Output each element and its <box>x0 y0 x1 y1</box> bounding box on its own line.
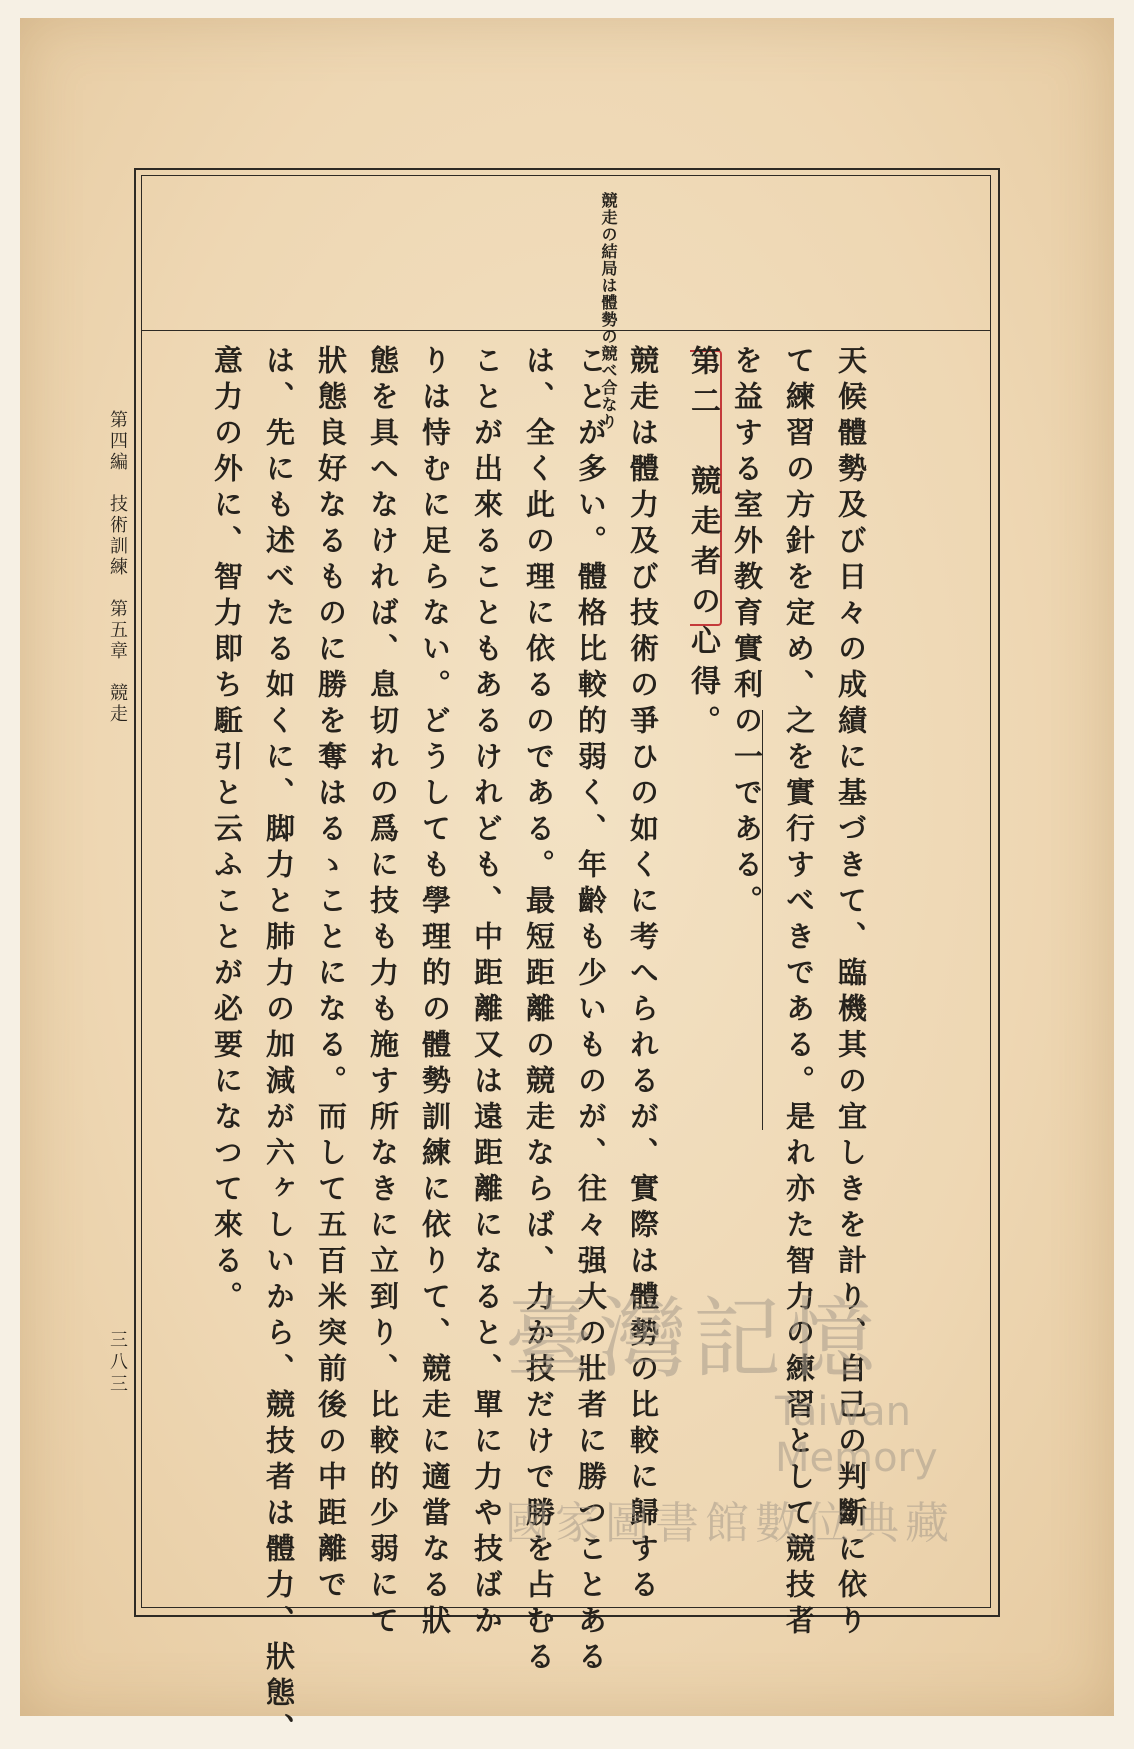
body-column: は、先にも述べたる如くに、脚力と肺力の加減が六ヶしいから、競技者は體力、狀態、 <box>262 345 296 1749</box>
watermark <box>505 1287 1065 1575</box>
body-column: 狀態良好なるものに勝を奪はるゝことになる。而して五百米突前後の中距離で <box>314 345 348 1605</box>
body-column: て練習の方針を定め、之を實行すべきである。是れ亦た智力の練習として競技者 <box>782 345 816 1641</box>
body-column: ことが多い。體格比較的弱く、年齡も少いものが、往々强大の壯者に勝つことある <box>574 345 608 1677</box>
body-column: を益する室外教育實利の一である。 <box>730 345 764 921</box>
body-column: は、全く此の理に依るのである。最短距離の競走ならば、力か技だけで勝を占むる <box>522 345 556 1677</box>
section-heading: 第二 競走者の心得。 <box>685 345 720 745</box>
body-column: 意力の外に、智力即ち駈引と云ふことが必要になつて來る。 <box>210 345 244 1317</box>
margin-note: 競走の結局は體勢の競べ合なり <box>599 192 618 430</box>
watermark-chinese: 國家圖書館數位典藏 <box>505 1498 955 1549</box>
header-rule <box>141 330 991 331</box>
watermark-logo: 臺灣記憶 <box>505 1287 882 1390</box>
column-divider <box>762 710 763 1130</box>
watermark-english: Taiwan Memory <box>775 1389 938 1481</box>
body-column: 態を具へなければ、息切れの爲に技も力も施す所なきに立到り、比較的少弱にて <box>366 345 400 1641</box>
body-column: 天候體勢及び日々の成績に基づきて、臨機其の宜しきを計り、自己の判斷に依り <box>834 345 868 1641</box>
running-head: 第四編 技術訓練 第五章 競走 <box>107 410 128 725</box>
body-column: ことが出來ることもあるけれども、中距離又は遠距離になると、單に力や技ばか <box>470 345 504 1641</box>
body-column: りは恃むに足らない。どうしても學理的の體勢訓練に依りて、競走に適當なる狀 <box>418 345 452 1641</box>
body-column: 競走は體力及び技術の爭ひの如くに考へられるが、實際は體勢の比較に歸する <box>626 345 660 1605</box>
page-number: 三八三 <box>107 1330 128 1396</box>
